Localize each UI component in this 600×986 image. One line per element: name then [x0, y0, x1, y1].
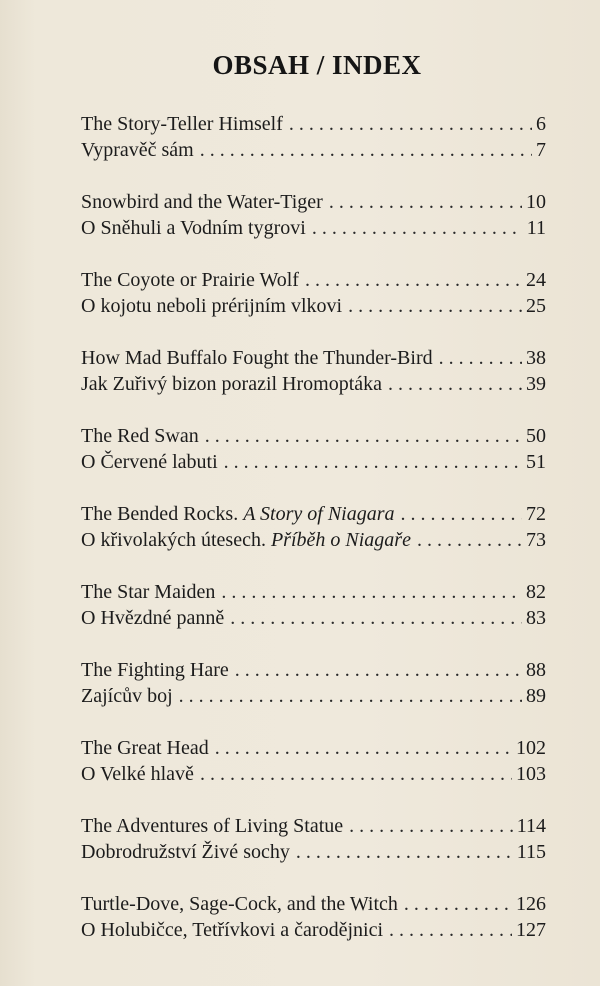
toc-entry[interactable]	[81, 761, 546, 787]
page-number: 51	[526, 451, 546, 473]
page-number: 102	[516, 737, 546, 759]
entry-title: The Adventures of Living Statue	[81, 815, 344, 837]
page-number: 114	[516, 815, 546, 837]
page-number: 10	[526, 191, 546, 213]
toc-entry[interactable]	[81, 527, 546, 553]
toc-entry[interactable]	[81, 605, 546, 631]
dot-leader	[230, 605, 522, 631]
toc-entry[interactable]	[81, 293, 546, 319]
page-number: 24	[526, 269, 546, 291]
dot-leader	[404, 891, 512, 917]
toc-entry[interactable]	[81, 735, 546, 761]
dot-leader	[296, 839, 513, 865]
toc-group	[81, 423, 546, 475]
dot-leader	[221, 579, 522, 605]
toc-group	[81, 501, 546, 553]
toc-entry[interactable]	[81, 215, 546, 241]
toc-group	[81, 891, 546, 943]
dot-leader	[200, 137, 532, 163]
toc-entry[interactable]	[81, 189, 546, 215]
page-number: 89	[526, 685, 546, 707]
dot-leader	[305, 267, 522, 293]
dot-leader	[235, 657, 522, 683]
entry-title: O Holubičce, Tetřívkovi a čarodějnici	[81, 919, 384, 941]
entry-title: The Coyote or Prairie Wolf	[81, 269, 299, 291]
page-title: OBSAH / INDEX	[212, 50, 422, 80]
toc-entry[interactable]	[81, 813, 546, 839]
dot-leader	[388, 371, 522, 397]
entry-title: The Bended Rocks.	[81, 503, 239, 525]
entry-title: O kojotu neboli prérijním vlkovi	[81, 295, 343, 317]
dot-leader	[348, 293, 522, 319]
entry-title: O Velké hlavě	[81, 763, 194, 785]
toc-group	[81, 813, 546, 865]
page-number: 127	[516, 919, 546, 941]
dot-leader	[329, 189, 522, 215]
toc-entry[interactable]	[81, 423, 546, 449]
entry-title: O Sněhuli a Vodním tygrovi	[81, 217, 306, 239]
dot-leader	[401, 501, 523, 527]
dot-leader	[179, 683, 522, 709]
page-number: 115	[516, 841, 546, 863]
entry-title: How Mad Buffalo Fought the Thunder-Bird	[81, 347, 433, 369]
toc-group	[81, 657, 546, 709]
toc-entry[interactable]	[81, 501, 546, 527]
toc-group	[81, 579, 546, 631]
page-number: 39	[526, 373, 546, 395]
toc-entry[interactable]	[81, 891, 546, 917]
page-number: 82	[526, 581, 546, 603]
toc-group	[81, 267, 546, 319]
toc-entry[interactable]	[81, 137, 546, 163]
toc-group	[81, 111, 546, 163]
toc-group	[81, 735, 546, 787]
entry-title: Jak Zuřivý bizon porazil Hromoptáka	[81, 373, 383, 395]
entry-title: The Star Maiden	[81, 581, 216, 603]
dot-leader	[349, 813, 513, 839]
toc-entry[interactable]	[81, 345, 546, 371]
toc-group	[81, 345, 546, 397]
entry-title: The Story-Teller Himself	[81, 113, 283, 135]
entry-title: Dobrodružství Živé sochy	[81, 841, 290, 863]
page-number: 72	[526, 503, 546, 525]
toc-entry[interactable]	[81, 683, 546, 709]
toc-entry[interactable]	[81, 449, 546, 475]
toc-entry[interactable]	[81, 111, 546, 137]
entry-title: Vypravěč sám	[81, 139, 194, 161]
entry-title: The Red Swan	[81, 425, 199, 447]
toc-entry[interactable]	[81, 267, 546, 293]
entry-subtitle: A Story of Niagara	[243, 503, 395, 525]
toc-entry[interactable]	[81, 839, 546, 865]
dot-leader	[312, 215, 523, 241]
entry-title: The Fighting Hare	[81, 659, 229, 681]
page-number: 11	[526, 217, 546, 239]
page-number: 38	[526, 347, 546, 369]
entry-title: O křivolakých útesech.	[81, 529, 266, 551]
entry-title: O Hvězdné panně	[81, 607, 225, 629]
dot-leader	[215, 735, 512, 761]
entry-title: The Great Head	[81, 737, 209, 759]
page-number: 25	[526, 295, 546, 317]
dot-leader	[389, 917, 512, 943]
entry-subtitle: Příběh o Niagaře	[270, 529, 411, 551]
page-number: 103	[516, 763, 546, 785]
page-number: 126	[516, 893, 546, 915]
dot-leader	[205, 423, 522, 449]
entry-title: Snowbird and the Water-Tiger	[81, 191, 323, 213]
entry-title: Zajícův boj	[81, 685, 173, 707]
toc-entry[interactable]	[81, 371, 546, 397]
entry-title: Turtle-Dove, Sage-Cock, and the Witch	[81, 893, 398, 915]
dot-leader	[224, 449, 522, 475]
toc-entry[interactable]	[81, 917, 546, 943]
table-of-contents	[81, 111, 546, 969]
page-number: 7	[536, 139, 546, 161]
dot-leader	[200, 761, 512, 787]
toc-group	[81, 189, 546, 241]
dot-leader	[289, 111, 532, 137]
dot-leader	[439, 345, 522, 371]
page-number: 50	[526, 425, 546, 447]
toc-entry[interactable]	[81, 579, 546, 605]
page-number: 73	[526, 529, 546, 551]
dot-leader	[417, 527, 522, 553]
page-number: 88	[526, 659, 546, 681]
toc-entry[interactable]	[81, 657, 546, 683]
page-number: 83	[526, 607, 546, 629]
page-number: 6	[536, 113, 546, 135]
entry-title: O Červené labuti	[81, 451, 218, 473]
